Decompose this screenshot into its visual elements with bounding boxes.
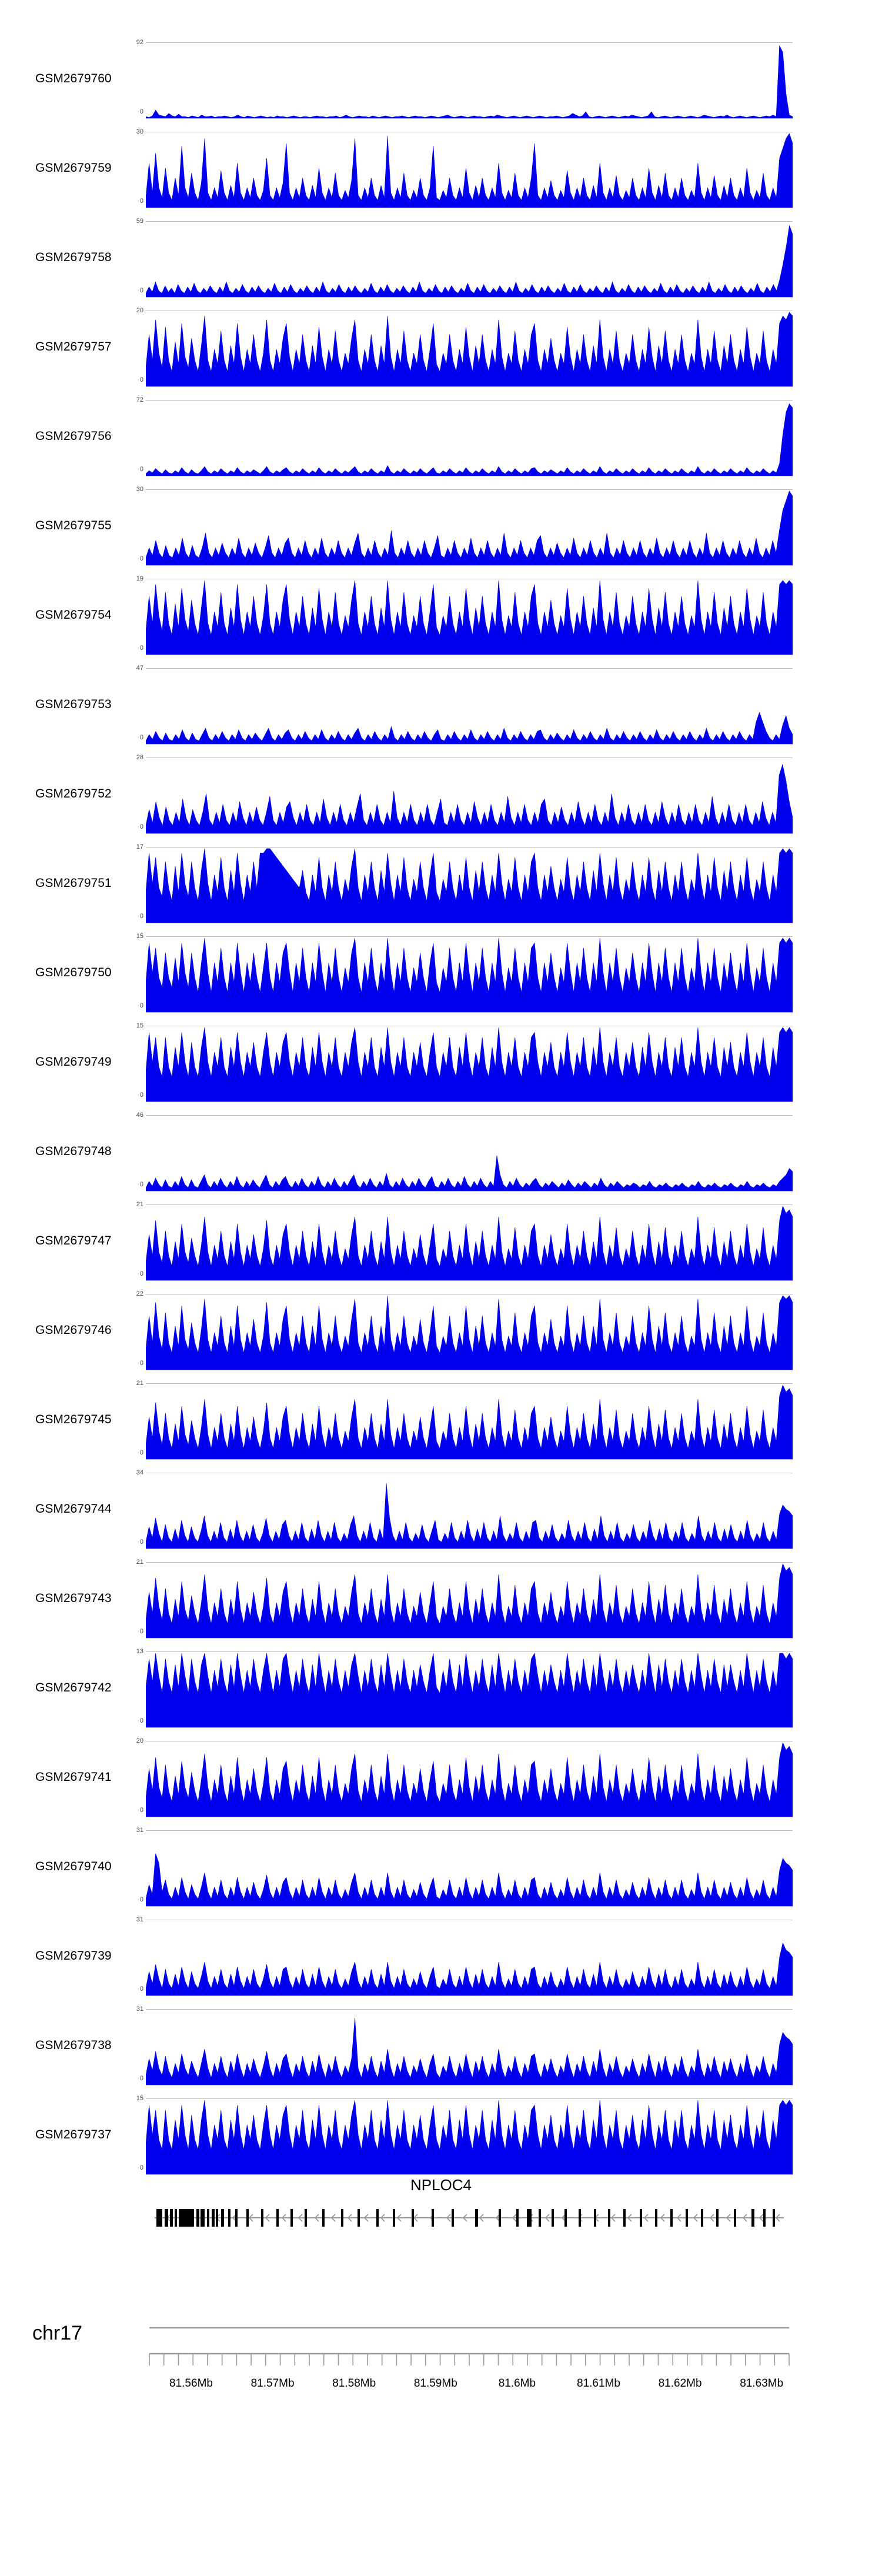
gene-name-label: NPLOC4 <box>410 2176 472 2194</box>
coverage-track-row <box>0 125 882 214</box>
gene-exon <box>305 2209 307 2227</box>
track-sample-label: GSM2679752 <box>35 787 112 800</box>
axis-tick-labels <box>146 2377 793 2401</box>
gene-exon <box>246 2209 249 2227</box>
coverage-track-row <box>0 1466 882 1555</box>
coverage-area-svg <box>146 311 793 386</box>
track-axis-min: 0 <box>139 1270 143 1277</box>
coverage-area <box>146 1564 793 1638</box>
track-axis-max: 31 <box>136 2006 143 2013</box>
axis-tick-label: 81.56Mb <box>169 2377 213 2390</box>
track-plot[interactable] <box>146 1383 793 1460</box>
gene-exon <box>716 2209 719 2227</box>
coverage-area-svg <box>146 1920 793 1996</box>
coverage-area <box>146 580 793 655</box>
track-axis-max: 59 <box>136 218 143 225</box>
gene-exon <box>212 2209 215 2227</box>
coverage-area-svg <box>146 132 793 208</box>
coverage-track-row <box>0 1376 882 1466</box>
track-plot[interactable] <box>146 489 793 566</box>
gene-exon <box>322 2209 325 2227</box>
track-axis-min: 0 <box>139 2164 143 2171</box>
gene-exon <box>734 2209 736 2227</box>
coverage-area <box>146 938 793 1012</box>
coverage-track-row <box>0 482 882 572</box>
coverage-area-svg <box>146 1116 793 1191</box>
coverage-track-row <box>0 1287 882 1376</box>
track-plot[interactable] <box>146 579 793 655</box>
gene-exon <box>290 2209 293 2227</box>
gene-exon <box>207 2209 209 2227</box>
track-axis-max: 92 <box>136 39 143 46</box>
gene-exon <box>276 2209 279 2227</box>
coverage-area <box>146 1653 793 1727</box>
track-axis-max: 47 <box>136 665 143 672</box>
gene-exon <box>235 2209 238 2227</box>
track-axis-min: 0 <box>139 376 143 383</box>
coverage-area-svg <box>146 1294 793 1370</box>
gene-exon <box>686 2209 688 2227</box>
coverage-area <box>146 1743 793 1817</box>
coordinate-axis-panel <box>0 2311 882 2429</box>
track-axis-max: 20 <box>136 307 143 314</box>
track-sample-label: GSM2679743 <box>35 1591 112 1605</box>
track-sample-label: GSM2679753 <box>35 698 112 711</box>
coverage-track-row <box>0 393 882 482</box>
track-plot[interactable] <box>146 1115 793 1192</box>
gene-model-panel <box>0 2176 882 2288</box>
coverage-area <box>146 403 793 476</box>
coverage-track-row <box>0 1555 882 1644</box>
axis-tick-label: 81.58Mb <box>332 2377 376 2390</box>
gene-exon <box>499 2209 501 2227</box>
coverage-area-svg <box>146 1652 793 1727</box>
track-plot[interactable] <box>146 758 793 834</box>
track-axis-max: 31 <box>136 1916 143 1923</box>
track-sample-label: GSM2679739 <box>35 1949 112 1963</box>
track-plot[interactable] <box>146 1920 793 1996</box>
gene-exon <box>564 2209 567 2227</box>
gene-exon <box>773 2209 775 2227</box>
track-axis-max: 34 <box>136 1469 143 1476</box>
gene-exon <box>165 2209 168 2227</box>
track-plot[interactable] <box>146 668 793 745</box>
coverage-area-svg <box>146 2099 793 2174</box>
coverage-area <box>146 491 793 565</box>
coverage-area <box>146 1943 793 1996</box>
coverage-track-row <box>0 750 882 840</box>
gene-exon <box>608 2209 610 2227</box>
track-plot[interactable] <box>146 311 793 387</box>
coverage-area <box>146 1156 793 1191</box>
track-axis-min: 0 <box>139 555 143 562</box>
coverage-area-svg <box>146 669 793 744</box>
gene-exon <box>228 2209 230 2227</box>
track-sample-label: GSM2679742 <box>35 1681 112 1694</box>
coverage-track-row <box>0 2002 882 2091</box>
coverage-area-svg <box>146 490 793 565</box>
track-axis-max: 17 <box>136 843 143 850</box>
gene-exon <box>341 2209 343 2227</box>
gene-exon <box>475 2209 478 2227</box>
gene-exon <box>358 2209 360 2227</box>
axis-tick-label: 81.6Mb <box>498 2377 536 2390</box>
track-axis-min: 0 <box>139 734 143 741</box>
gene-exon <box>751 2209 754 2227</box>
track-axis-min: 0 <box>139 913 143 920</box>
gene-exon <box>196 2209 199 2227</box>
track-sample-label: GSM2679754 <box>35 608 112 622</box>
axis-tick-label: 81.63Mb <box>740 2377 784 2390</box>
coverage-area-svg <box>146 1831 793 1906</box>
gene-exon <box>670 2209 673 2227</box>
coverage-track-row <box>0 572 882 661</box>
coverage-area <box>146 1296 793 1370</box>
gene-exon <box>261 2209 263 2227</box>
coverage-area-svg <box>146 579 793 655</box>
track-axis-max: 20 <box>136 1737 143 1744</box>
track-axis-max: 15 <box>136 933 143 940</box>
coverage-area-svg <box>146 1384 793 1459</box>
coverage-area-svg <box>146 401 793 476</box>
coverage-area <box>146 1854 793 1906</box>
track-sample-label: GSM2679748 <box>35 1144 112 1158</box>
axis-tick-label: 81.62Mb <box>658 2377 702 2390</box>
gene-exon <box>655 2209 657 2227</box>
coverage-area <box>146 1027 793 1102</box>
coverage-track-row <box>0 929 882 1019</box>
coverage-area-svg <box>146 1473 793 1549</box>
coverage-area-svg <box>146 1741 793 1817</box>
gene-model-track[interactable] <box>146 2197 793 2238</box>
coverage-track-row <box>0 1913 882 2002</box>
coverage-area <box>146 765 793 833</box>
track-sample-label: GSM2679738 <box>35 2038 112 2052</box>
coverage-area <box>146 2018 793 2085</box>
coverage-area <box>146 312 793 386</box>
track-axis-min: 0 <box>139 823 143 830</box>
track-axis-min: 0 <box>139 2075 143 2082</box>
gene-exon <box>175 2209 177 2227</box>
gene-exon <box>221 2209 224 2227</box>
track-sample-label: GSM2679751 <box>35 876 112 890</box>
track-axis-min: 0 <box>139 1360 143 1367</box>
axis-tick-label: 81.57Mb <box>250 2377 295 2390</box>
gene-exon <box>170 2209 173 2227</box>
track-axis-min: 0 <box>139 1092 143 1099</box>
coverage-tracks-area <box>0 35 882 2181</box>
coverage-area-svg <box>146 937 793 1012</box>
track-axis-max: 21 <box>136 1559 143 1566</box>
track-axis-max: 22 <box>136 1290 143 1297</box>
gene-exon <box>452 2209 454 2227</box>
gene-exon <box>594 2209 596 2227</box>
coverage-track-row <box>0 661 882 750</box>
coverage-area-svg <box>146 2010 793 2085</box>
track-sample-label: GSM2679740 <box>35 1860 112 1873</box>
gene-exon <box>763 2209 766 2227</box>
coverage-area-svg <box>146 847 793 923</box>
coverage-area-svg <box>146 1563 793 1638</box>
gene-exon <box>539 2209 541 2227</box>
coverage-track-row <box>0 1108 882 1197</box>
track-axis-max: 31 <box>136 1827 143 1834</box>
gene-exon <box>201 2209 205 2227</box>
axis-tick-label: 81.59Mb <box>413 2377 457 2390</box>
gene-exon <box>156 2209 162 2227</box>
track-axis-max: 21 <box>136 1380 143 1387</box>
track-axis-min: 0 <box>139 1986 143 1993</box>
track-plot[interactable] <box>146 221 793 298</box>
track-axis-min: 0 <box>139 198 143 205</box>
axis-tick-label: 81.61Mb <box>577 2377 620 2390</box>
track-plot[interactable] <box>146 1294 793 1370</box>
track-axis-min: 0 <box>139 1807 143 1814</box>
gene-exon <box>516 2209 519 2227</box>
track-sample-label: GSM2679750 <box>35 966 112 979</box>
track-axis-max: 30 <box>136 128 143 135</box>
coverage-area <box>146 712 793 744</box>
track-axis-max: 72 <box>136 396 143 403</box>
track-plot[interactable] <box>146 1204 793 1281</box>
track-axis-min: 0 <box>139 1181 143 1188</box>
track-sample-label: GSM2679747 <box>35 1234 112 1247</box>
track-axis-min: 0 <box>139 1539 143 1546</box>
coverage-area <box>146 1483 793 1549</box>
track-axis-max: 30 <box>136 486 143 493</box>
track-plot[interactable] <box>146 132 793 208</box>
track-axis-max: 21 <box>136 1201 143 1208</box>
coverage-area-svg <box>146 1205 793 1280</box>
gene-exon <box>701 2209 703 2227</box>
gene-exon <box>579 2209 581 2227</box>
track-axis-max: 15 <box>136 2095 143 2102</box>
coverage-track-row <box>0 1734 882 1823</box>
coverage-area <box>146 1385 793 1459</box>
gene-exon <box>393 2209 395 2227</box>
track-sample-label: GSM2679757 <box>35 340 112 353</box>
track-sample-label: GSM2679759 <box>35 161 112 175</box>
gene-exon <box>376 2209 379 2227</box>
gene-exon <box>552 2209 554 2227</box>
track-sample-label: GSM2679749 <box>35 1055 112 1069</box>
coverage-area-svg <box>146 758 793 833</box>
track-sample-label: GSM2679745 <box>35 1413 112 1426</box>
track-plot[interactable] <box>146 936 793 1013</box>
coverage-track-row <box>0 1823 882 1913</box>
track-axis-min: 0 <box>139 1449 143 1456</box>
coverage-track-row <box>0 840 882 929</box>
track-plot[interactable] <box>146 847 793 923</box>
gene-exon <box>412 2209 414 2227</box>
track-plot[interactable] <box>146 1651 793 1728</box>
coverage-area-svg <box>146 222 793 297</box>
track-axis-min: 0 <box>139 1896 143 1903</box>
gene-exon <box>527 2209 532 2227</box>
track-plot[interactable] <box>146 42 793 119</box>
gene-exon <box>216 2209 218 2227</box>
track-axis-min: 0 <box>139 287 143 294</box>
track-plot[interactable] <box>146 400 793 476</box>
track-plot[interactable] <box>146 2098 793 2175</box>
track-plot[interactable] <box>146 1830 793 1907</box>
track-sample-label: GSM2679756 <box>35 429 112 443</box>
coverage-track-row <box>0 1019 882 1108</box>
chromosome-label: chr17 <box>32 2322 83 2344</box>
gene-exon <box>623 2209 626 2227</box>
coverage-area <box>146 2100 793 2174</box>
track-axis-min: 0 <box>139 645 143 652</box>
track-sample-label: GSM2679741 <box>35 1770 112 1784</box>
track-axis-max: 46 <box>136 1112 143 1119</box>
gene-model-svg <box>146 2197 793 2238</box>
gene-exon <box>640 2209 642 2227</box>
track-axis-min: 0 <box>139 1002 143 1009</box>
coverage-track-row <box>0 303 882 393</box>
coverage-area <box>146 849 793 923</box>
coverage-track-row <box>0 1197 882 1287</box>
track-plot[interactable] <box>146 1473 793 1549</box>
coverage-track-row <box>0 2091 882 2181</box>
track-axis-min: 0 <box>139 108 143 115</box>
coverage-area <box>146 225 793 297</box>
gene-exon <box>179 2209 194 2227</box>
coverage-area <box>146 134 793 208</box>
track-plot[interactable] <box>146 2009 793 2086</box>
coverage-area-svg <box>146 1026 793 1102</box>
track-sample-label: GSM2679744 <box>35 1502 112 1516</box>
track-axis-max: 28 <box>136 754 143 761</box>
track-axis-min: 0 <box>139 1717 143 1724</box>
track-sample-label: GSM2679755 <box>35 519 112 532</box>
track-plot[interactable] <box>146 1741 793 1817</box>
coverage-area-svg <box>146 43 793 118</box>
track-axis-max: 13 <box>136 1648 143 1655</box>
track-axis-max: 19 <box>136 575 143 582</box>
coverage-track-row <box>0 35 882 125</box>
track-axis-max: 15 <box>136 1022 143 1029</box>
coverage-area <box>146 1206 793 1280</box>
track-sample-label: GSM2679746 <box>35 1323 112 1337</box>
track-axis-min: 0 <box>139 466 143 473</box>
track-axis-min: 0 <box>139 1628 143 1635</box>
track-sample-label: GSM2679758 <box>35 251 112 264</box>
coverage-area <box>146 46 793 118</box>
track-plot[interactable] <box>146 1026 793 1102</box>
track-sample-label: GSM2679760 <box>35 72 112 85</box>
coverage-track-row <box>0 214 882 303</box>
track-plot[interactable] <box>146 1562 793 1639</box>
gene-exon <box>432 2209 434 2227</box>
coverage-track-row <box>0 1644 882 1734</box>
track-sample-label: GSM2679737 <box>35 2128 112 2141</box>
